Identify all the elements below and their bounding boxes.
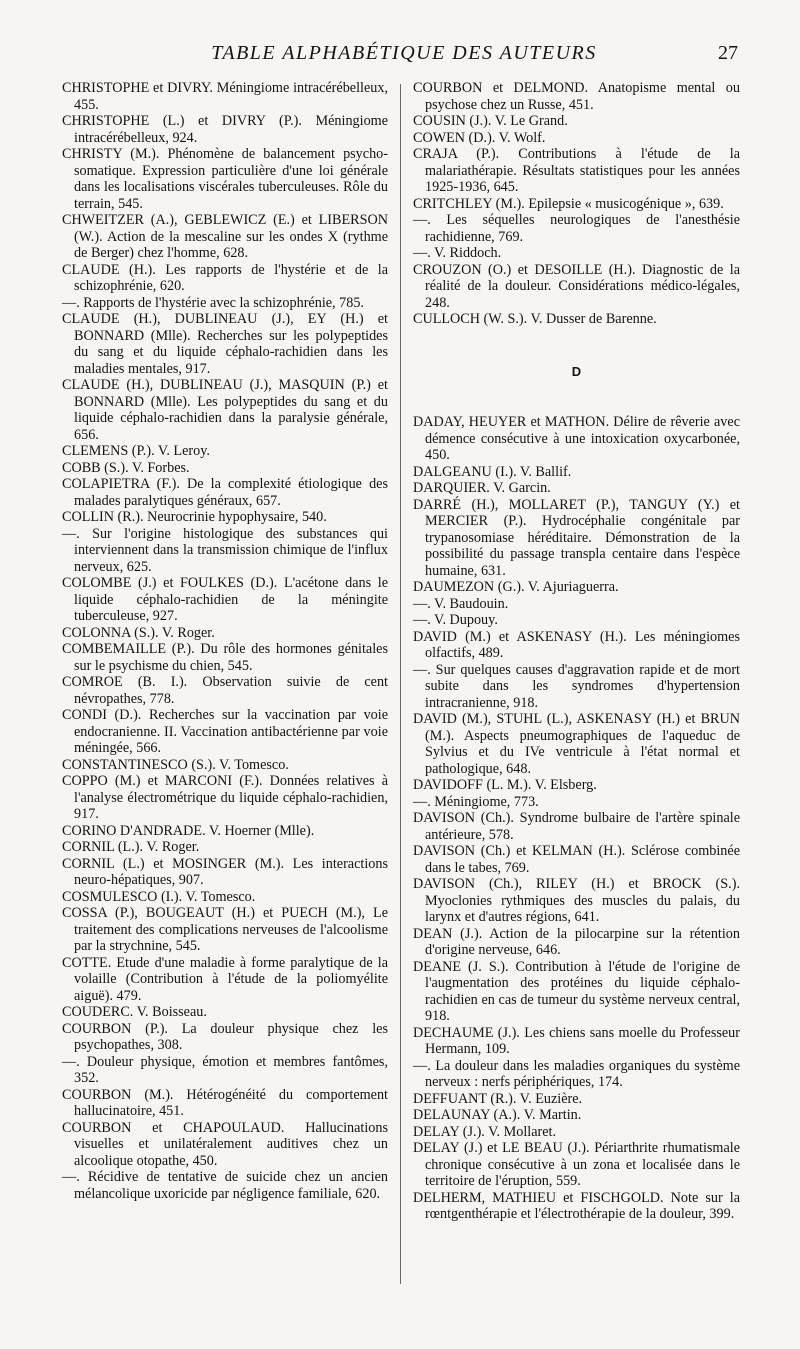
- index-entry: COURBON et CHAPOULAUD. Hallucinations visuelles et unilatéralement auditives chez un alcoolique otopathe, 450.: [62, 1119, 388, 1169]
- index-entry: —. Sur quelques causes d'aggravation rapide et de mort subite dans les syndromes d'hypertension intracranienne, 918.: [413, 661, 740, 711]
- index-entry: —. Récidive de tentative de suicide chez un ancien mélancolique uxoricide par négligence familiale, 620.: [62, 1169, 388, 1202]
- index-entry: CHRISTOPHE (L.) et DIVRY (P.). Méningiome intracérébelleux, 924.: [62, 113, 388, 146]
- index-entry: CHWEITZER (A.), GEBLEWICZ (E.) et LIBERSON (W.). Action de la mescaline sur les ondes X (rythme de Berger) chez l'homme, 628.: [62, 212, 388, 261]
- index-entry: COBB (S.). V. Forbes.: [62, 459, 190, 476]
- index-entry: DAVID (M.), STUHL (L.), ASKENASY (H.) et BRUN (M.). Aspects pneumographiques de l'aqueduc de Sylvius et du IVe ventricule à l'état normal et pathologique, 648.: [413, 711, 740, 777]
- index-entry: —. V. Dupouy.: [413, 612, 498, 628]
- index-entry: COMROE (B. I.). Observation suivie de cent névropathes, 778.: [62, 674, 388, 707]
- index-entry: DELAY (J.) et LE BEAU (J.). Périarthrite rhumatismale chronique consécutive à un zona et localisée dans le territoire de l'éruption, 559.: [413, 1140, 740, 1189]
- index-entry: —. Douleur physique, émotion et membres fantômes, 352.: [62, 1053, 388, 1086]
- index-entry: DEAN (J.). Action de la pilocarpine sur la rétention d'origine nerveuse, 646.: [413, 925, 740, 958]
- index-entry: CHRISTY (M.). Phénomène de balancement psycho-somatique. Expression particulière d'une loi générale dans les localisations viscérales tuberculeuses. Rôle du terrain, 545.: [62, 146, 388, 212]
- index-entry: DAUMEZON (G.). V. Ajuriaguerra.: [413, 579, 619, 595]
- index-entry: COLLIN (R.). Neurocrinie hypophysaire, 540.: [62, 509, 327, 525]
- right-column-top-entries: [413, 80, 740, 328]
- right-column-bottom-entries: [413, 414, 740, 1223]
- index-entry: —. Rapports de l'hystérie avec la schizophrénie, 785.: [62, 294, 364, 311]
- index-entry: COUDERC. V. Boisseau.: [62, 1004, 207, 1020]
- index-entry: CLEMENS (P.). V. Leroy.: [62, 443, 210, 459]
- index-entry: CORINO D'ANDRADE. V. Hoerner (Mlle).: [62, 822, 315, 839]
- index-entry: CORNIL (L.). V. Roger.: [62, 839, 200, 855]
- index-entry: CLAUDE (H.), DUBLINEAU (J.), MASQUIN (P.) et BONNARD (Mlle). Les polypeptides du sang et du liquide céphalo-rachidien dans la paralysie générale, 656.: [62, 377, 388, 443]
- index-entry: CRAJA (P.). Contributions à l'étude de la malariathérapie. Résultats statistiques pour les années 1925-1936, 645.: [413, 146, 740, 195]
- index-entry: DEANE (J. S.). Contribution à l'étude de l'origine de l'augmentation des protéines du liquide céphalo-rachidien en cas de tumeur du système nerveux central, 918.: [413, 958, 740, 1024]
- index-entry: DAVISON (Ch.). Syndrome bulbaire de l'artère spinale antérieure, 578.: [413, 810, 740, 843]
- index-entry: DELHERM, MATHIEU et FISCHGOLD. Note sur la rœntgenthérapie et l'électrothérapie de la douleur, 399.: [413, 1189, 740, 1222]
- running-header: [70, 42, 738, 70]
- index-entry: COSSA (P.), BOUGEAUT (H.) et PUECH (M.), Le traitement des complications nerveuses de l'alcoolisme par la strychnine, 545.: [62, 905, 388, 954]
- index-entry: COWEN (D.). V. Wolf.: [413, 129, 546, 146]
- right-column: [413, 80, 740, 1223]
- index-entry: COURBON (M.). Hétérogénéité du comportement hallucinatoire, 451.: [62, 1086, 388, 1119]
- index-entry: COMBEMAILLE (P.). Du rôle des hormones génitales sur le psychisme du chien, 545.: [62, 641, 388, 674]
- index-entry: DAVIDOFF (L. M.). V. Elsberg.: [413, 777, 597, 793]
- page-number: 27: [718, 42, 738, 64]
- index-entry: CROUZON (O.) et DESOILLE (H.). Diagnostic de la réalité de la douleur. Considérations médico-légales, 248.: [413, 261, 740, 311]
- index-entry: CRITCHLEY (M.). Epilepsie « musicogénique », 639.: [413, 195, 724, 212]
- index-entry: —. Sur l'origine histologique des substances qui interviennent dans la transmission chimique de l'influx nerveux, 625.: [62, 525, 388, 575]
- index-entry: COLONNA (S.). V. Roger.: [62, 624, 215, 641]
- page-title: TABLE ALPHABÉTIQUE DES AUTEURS: [211, 42, 597, 64]
- index-entry: DARRÉ (H.), MOLLARET (P.), TANGUY (Y.) et MERCIER (P.). Hydrocéphalie congénitale par trypanosomiase héréditaire. Démonstration de la possibilité du passage transpla centaire dans l'espèce humaine, 631.: [413, 496, 740, 579]
- index-entry: DADAY, HEUYER et MATHON. Délire de rêverie avec démence consécutive à une intoxication oxycarbonée, 450.: [413, 414, 740, 463]
- index-entry: COSMULESCO (I.). V. Tomesco.: [62, 888, 256, 905]
- index-entry: COURBON (P.). La douleur physique chez les psychopathes, 308.: [62, 1020, 388, 1053]
- index-entry: —. V. Riddoch.: [413, 245, 502, 261]
- index-entry: DECHAUME (J.). Les chiens sans moelle du Professeur Hermann, 109.: [413, 1024, 740, 1057]
- index-entry: COLAPIETRA (F.). De la complexité étiologique des malades paralytiques généraux, 657.: [62, 476, 388, 509]
- index-entry: DELAY (J.). V. Mollaret.: [413, 1123, 557, 1140]
- index-entry: CHRISTOPHE et DIVRY. Méningiome intracérébelleux, 455.: [62, 80, 388, 113]
- index-entry: —. La douleur dans les maladies organiques du système nerveux : nerfs périphériques, 174.: [413, 1057, 740, 1090]
- index-entry: DAVID (M.) et ASKENASY (H.). Les méningiomes olfactifs, 489.: [413, 628, 740, 661]
- column-divider: [400, 84, 401, 1284]
- index-entry: COTTE. Etude d'une maladie à forme paralytique de la volaille (Contribution à l'étude de la poliomyélite aiguë). 479.: [62, 954, 388, 1004]
- index-entry: COURBON et DELMOND. Anatopisme mental ou psychose chez un Russe, 451.: [413, 80, 740, 113]
- index-entry: COPPO (M.) et MARCONI (F.). Données relatives à l'analyse électrométrique du liquide céphalo-rachidien, 917.: [62, 773, 388, 822]
- index-entry: DAVISON (Ch.) et KELMAN (H.). Sclérose combinée dans le tabes, 769.: [413, 843, 740, 876]
- index-entry: DEFFUANT (R.). V. Euzière.: [413, 1090, 583, 1107]
- index-entry: CULLOCH (W. S.). V. Dusser de Barenne.: [413, 311, 657, 327]
- index-entry: CONDI (D.). Recherches sur la vaccination par voie endocranienne. II. Vaccination antibactérienne par voie méningée, 566.: [62, 707, 388, 756]
- index-entry: COUSIN (J.). V. Le Grand.: [413, 113, 568, 129]
- index-entry: —. V. Baudouin.: [413, 595, 509, 612]
- index-entry: DELAUNAY (A.). V. Martin.: [413, 1107, 582, 1123]
- index-entry: COLOMBE (J.) et FOULKES (D.). L'acétone dans le liquide céphalo-rachidien de la méningite tuberculeuse, 927.: [62, 575, 388, 624]
- index-entry: —. Les séquelles neurologiques de l'anesthésie rachidienne, 769.: [413, 212, 740, 245]
- section-letter-heading: D: [571, 363, 582, 379]
- left-column: [62, 80, 388, 1202]
- index-entry: CLAUDE (H.), DUBLINEAU (J.), EY (H.) et BONNARD (Mlle). Recherches sur les polypeptides du sang et du liquide céphalo-rachidien dans les maladies mentales, 917.: [62, 311, 388, 377]
- index-entry: CONSTANTINESCO (S.). V. Tomesco.: [62, 756, 289, 773]
- index-entry: CLAUDE (H.). Les rapports de l'hystérie et de la schizophrénie, 620.: [62, 261, 388, 294]
- index-entry: —. Méningiome, 773.: [413, 793, 539, 810]
- index-entry: DARQUIER. V. Garcin.: [413, 480, 551, 496]
- index-entry: CORNIL (L.) et MOSINGER (M.). Les interactions neuro-hépatiques, 907.: [62, 855, 388, 888]
- index-entry: DALGEANU (I.). V. Ballif.: [413, 463, 572, 480]
- index-entry: DAVISON (Ch.), RILEY (H.) et BROCK (S.). Myoclonies rythmiques des muscles du palais, du larynx et d'autres régions, 641.: [413, 876, 740, 925]
